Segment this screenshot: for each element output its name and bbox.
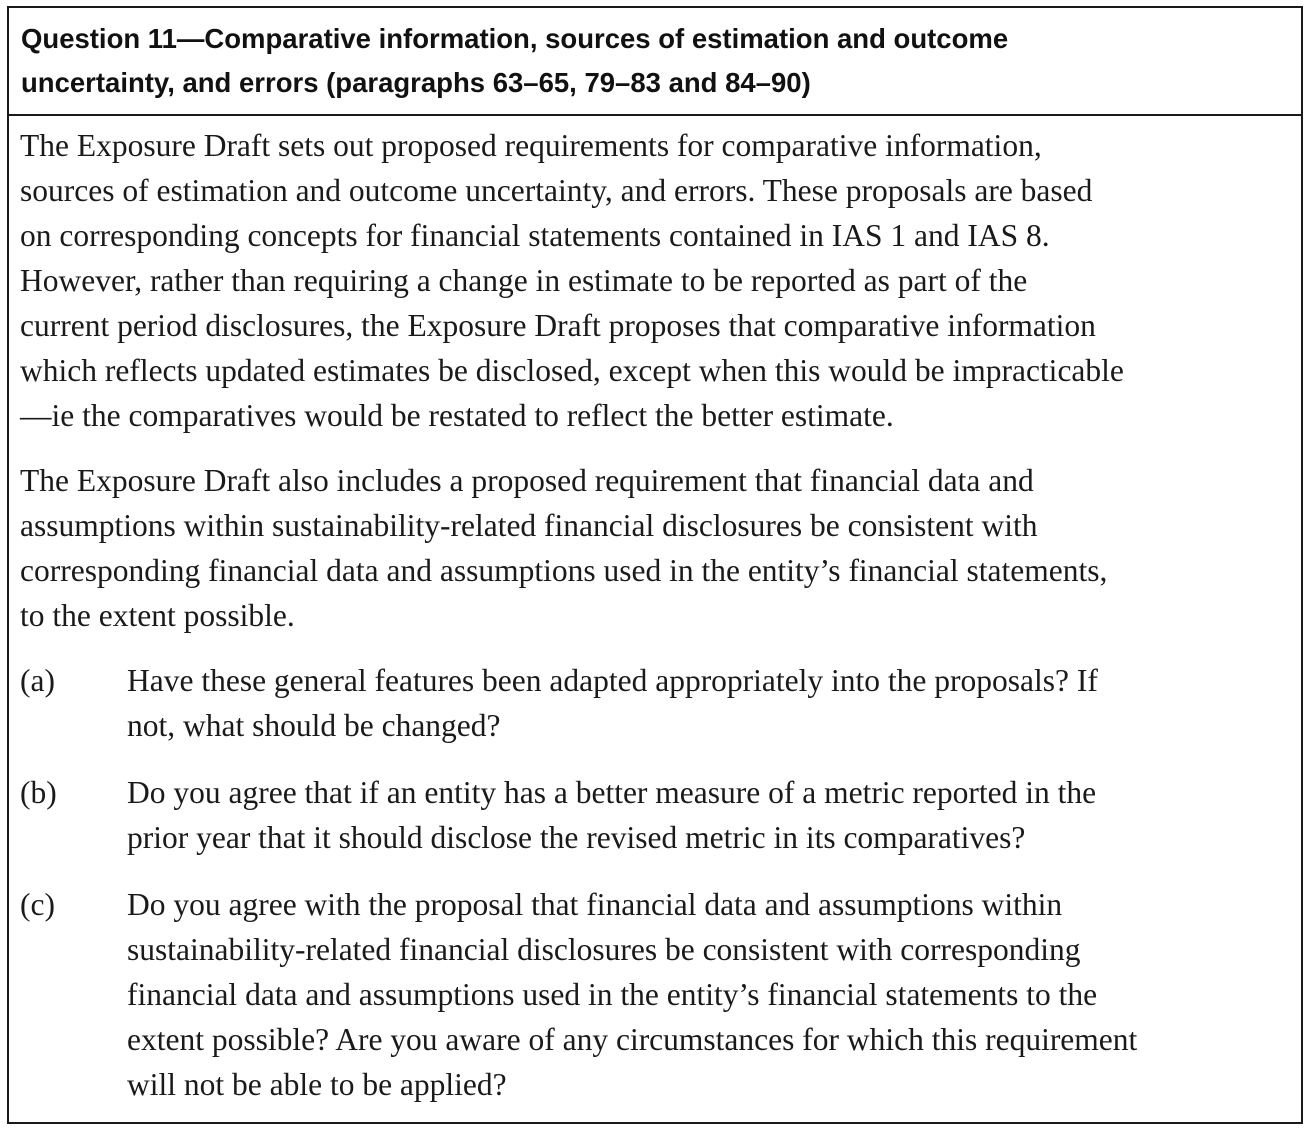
text-line: extent possible? Are you aware of any circumstances for which this requirement <box>127 1022 1138 1057</box>
text-line: corresponding financial data and assumptions used in the entity’s financial statements, <box>20 553 1108 588</box>
text-line: —ie the comparatives would be restated to reflect the better estimate. <box>20 398 894 433</box>
header-title-line-1: Question 11—Comparative information, sources of estimation and outcome <box>21 23 1009 54</box>
question-label: (a) <box>20 663 55 698</box>
question-label: (b) <box>20 775 57 810</box>
text-line: financial data and assumptions used in the entity’s financial statements to the <box>127 977 1098 1012</box>
text-line: which reflects updated estimates be disclosed, except when this would be impracticable <box>20 353 1124 388</box>
question-body <box>9 116 1301 1107</box>
question-text <box>127 658 1293 748</box>
text-line: prior year that it should disclose the revised metric in its comparatives? <box>127 820 1026 855</box>
text-line: Have these general features been adapted appropriately into the proposals? If <box>127 663 1098 698</box>
question-header <box>9 8 1301 116</box>
question-label: (c) <box>20 887 55 922</box>
text-line: Do you agree with the proposal that financial data and assumptions within <box>127 887 1063 922</box>
text-line: on corresponding concepts for financial statements contained in IAS 1 and IAS 8. <box>20 218 1050 253</box>
intro-paragraph-1 <box>20 123 1293 438</box>
text-line: sustainability-related financial disclosures be consistent with corresponding <box>127 932 1081 967</box>
question-item-c <box>20 882 1293 1107</box>
question-item-a <box>20 658 1293 748</box>
question-text <box>127 770 1293 860</box>
question-text <box>127 882 1293 1107</box>
question-item-b <box>20 770 1293 860</box>
text-line: Do you agree that if an entity has a better measure of a metric reported in the <box>127 775 1097 810</box>
text-line: The Exposure Draft sets out proposed requirements for comparative information, <box>20 128 1042 163</box>
text-line: to the extent possible. <box>20 598 295 633</box>
question-box <box>7 6 1303 1124</box>
text-line: not, what should be changed? <box>127 708 501 743</box>
text-line: sources of estimation and outcome uncertainty, and errors. These proposals are based <box>20 173 1093 208</box>
text-line: However, rather than requiring a change in estimate to be reported as part of the <box>20 263 1028 298</box>
text-line: will not be able to be applied? <box>127 1067 507 1102</box>
text-line: The Exposure Draft also includes a proposed requirement that financial data and <box>20 463 1034 498</box>
intro-paragraph-2 <box>20 458 1293 638</box>
header-title-line-2: uncertainty, and errors (paragraphs 63–65, 79–83 and 84–90) <box>21 67 811 98</box>
text-line: assumptions within sustainability-related financial disclosures be consistent with <box>20 508 1038 543</box>
text-line: current period disclosures, the Exposure Draft proposes that comparative information <box>20 308 1096 343</box>
